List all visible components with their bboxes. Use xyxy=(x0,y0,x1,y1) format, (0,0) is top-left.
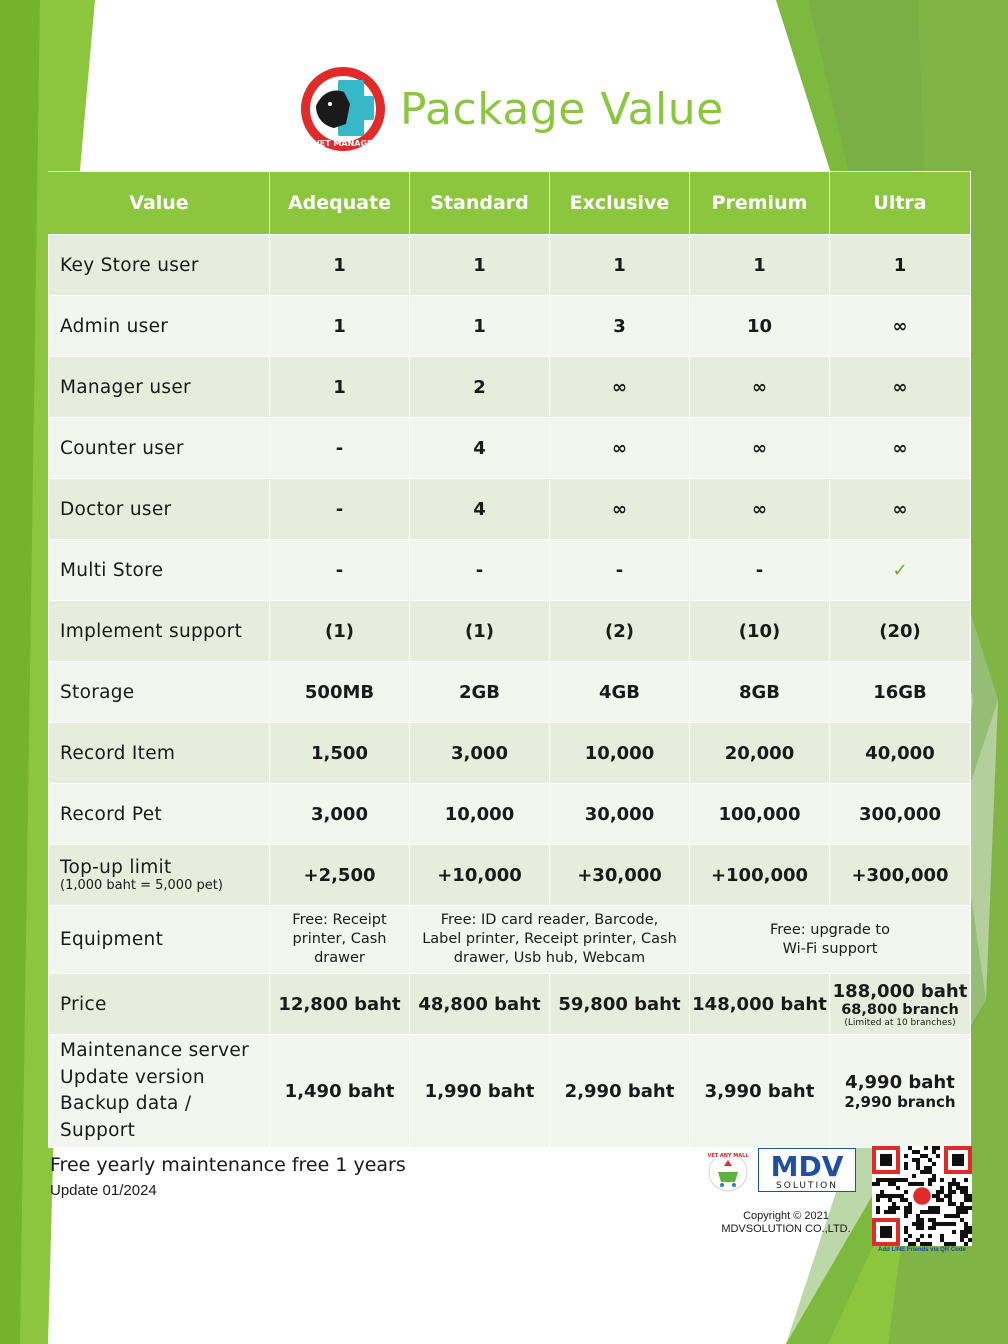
update-date: Update 01/2024 xyxy=(50,1182,157,1199)
package-table xyxy=(48,171,971,1148)
cell-premium: ∞ xyxy=(690,479,830,540)
footer-notes xyxy=(50,1154,406,1199)
cell-premium: ∞ xyxy=(690,418,830,479)
cell-premium: - xyxy=(690,540,830,601)
cell-standard: 3,000 xyxy=(410,723,550,784)
svg-text:SOLUTION: SOLUTION xyxy=(776,1181,838,1191)
cell-standard: 10,000 xyxy=(410,784,550,845)
page-header xyxy=(300,64,724,154)
cell-ultra: ∞ xyxy=(830,357,971,418)
svg-text:VET ANY MALL: VET ANY MALL xyxy=(707,1153,749,1159)
cell-ultra: (20) xyxy=(830,601,971,662)
row-label xyxy=(49,418,270,479)
cell-adequate: 1 xyxy=(270,357,410,418)
row-label xyxy=(49,540,270,601)
cell-exclusive: ∞ xyxy=(550,479,690,540)
row-label xyxy=(49,662,270,723)
cell-ultra: ✓ xyxy=(830,540,971,601)
row-label-text: Doctor user xyxy=(60,498,172,520)
maintenance-label-line: Update version xyxy=(60,1066,205,1088)
cell-premium: ∞ xyxy=(690,357,830,418)
row-label xyxy=(49,784,270,845)
table-row xyxy=(49,296,971,357)
brand-logos xyxy=(706,1148,866,1192)
cell-exclusive: ∞ xyxy=(550,418,690,479)
cell-ultra: 1 xyxy=(830,235,971,296)
cell-standard: 4 xyxy=(410,418,550,479)
row-label-text: Key Store user xyxy=(60,254,199,276)
cell-ultra: ∞ xyxy=(830,479,971,540)
column-header-exclusive: Exclusive xyxy=(550,172,690,235)
column-header-premium: Premium xyxy=(690,172,830,235)
row-label-text: Counter user xyxy=(60,437,184,459)
cell-ultra: 40,000 xyxy=(830,723,971,784)
table-row xyxy=(49,540,971,601)
row-label-text: Multi Store xyxy=(60,559,164,581)
row-label xyxy=(49,479,270,540)
qr-caption: Add LINE Friends via QR Code xyxy=(878,1247,966,1253)
cell-standard: 1,990 baht xyxy=(410,1035,550,1148)
copyright-line2: MDVSOLUTION CO.,LTD. xyxy=(721,1223,851,1235)
row-label xyxy=(49,235,270,296)
cell-standard: 48,800 baht xyxy=(410,974,550,1035)
row-label-text: Manager user xyxy=(60,376,191,398)
mdv-solution-logo xyxy=(758,1148,856,1192)
row-label xyxy=(49,296,270,357)
cell-ultra: ∞ xyxy=(830,296,971,357)
line-qr-code[interactable] xyxy=(872,1146,972,1253)
table-header-row xyxy=(49,172,971,235)
cell-adequate: (1) xyxy=(270,601,410,662)
cell-standard: 1 xyxy=(410,235,550,296)
table-row-price xyxy=(49,974,971,1035)
cell-adequate: 1,490 baht xyxy=(270,1035,410,1148)
cell-adequate: 1,500 xyxy=(270,723,410,784)
cell-ultra: 16GB xyxy=(830,662,971,723)
cell-standard: +10,000 xyxy=(410,845,550,906)
row-label-text: Record Item xyxy=(60,742,176,764)
cell-adequate: 12,800 baht xyxy=(270,974,410,1035)
cell-premium: 148,000 baht xyxy=(690,974,830,1035)
cell-premium: 3,990 baht xyxy=(690,1035,830,1148)
cell-exclusive: 59,800 baht xyxy=(550,974,690,1035)
cell-adequate: 500MB xyxy=(270,662,410,723)
row-sublabel: (1,000 baht = 5,000 pet) xyxy=(60,878,223,893)
cell-exclusive: 30,000 xyxy=(550,784,690,845)
row-label-text: Admin user xyxy=(60,315,169,337)
table-row xyxy=(49,662,971,723)
cell-standard: 2 xyxy=(410,357,550,418)
table-row-maintenance xyxy=(49,1035,971,1148)
cell-premium: +100,000 xyxy=(690,845,830,906)
row-label: Equipment xyxy=(49,906,270,974)
copyright xyxy=(706,1210,866,1236)
cell-premium: 100,000 xyxy=(690,784,830,845)
cell-premium: 1 xyxy=(690,235,830,296)
row-label xyxy=(49,601,270,662)
column-header-value: Value xyxy=(49,172,270,235)
table-row xyxy=(49,845,971,906)
maintenance-label-line: Maintenance server xyxy=(60,1040,249,1061)
cell-standard: - xyxy=(410,540,550,601)
row-label-text: Storage xyxy=(60,681,135,703)
brand-block xyxy=(706,1148,866,1236)
cell-standard: 1 xyxy=(410,296,550,357)
column-header-standard: Standard xyxy=(410,172,550,235)
row-label-text: Implement support xyxy=(60,620,243,642)
cell-ultra xyxy=(830,974,971,1035)
column-header-ultra: Ultra xyxy=(830,172,971,235)
cell-exclusive: ∞ xyxy=(550,357,690,418)
cell-exclusive: 2,990 baht xyxy=(550,1035,690,1148)
row-label xyxy=(49,845,270,906)
vet-any-mall-logo xyxy=(706,1148,750,1192)
vet-manage-logo xyxy=(300,66,386,152)
row-label: Price xyxy=(49,974,270,1035)
cell-adequate: - xyxy=(270,479,410,540)
cell-exclusive: 4GB xyxy=(550,662,690,723)
table-row xyxy=(49,235,971,296)
cell-exclusive: 3 xyxy=(550,296,690,357)
cell-exclusive: - xyxy=(550,540,690,601)
cell-standard: (1) xyxy=(410,601,550,662)
ultra-maintenance-main: 4,990 baht xyxy=(845,1071,955,1093)
cell-exclusive: 10,000 xyxy=(550,723,690,784)
cell-adequate: 1 xyxy=(270,235,410,296)
cell-ultra: ∞ xyxy=(830,418,971,479)
cell-adequate: 3,000 xyxy=(270,784,410,845)
cell-adequate: +2,500 xyxy=(270,845,410,906)
table-row xyxy=(49,479,971,540)
cell-premium: 20,000 xyxy=(690,723,830,784)
table-row xyxy=(49,601,971,662)
table-row xyxy=(49,784,971,845)
ultra-price-branch: 68,800 branch xyxy=(841,1001,959,1018)
cell-adequate: Free: Receipt printer, Cash drawer xyxy=(270,906,410,974)
row-label xyxy=(49,1035,270,1148)
svg-text:MDV: MDV xyxy=(770,1150,844,1183)
table-row xyxy=(49,418,971,479)
table-row xyxy=(49,357,971,418)
ultra-price-note: (Limited at 10 branches) xyxy=(844,1017,956,1028)
table-row xyxy=(49,723,971,784)
cell-adequate: - xyxy=(270,540,410,601)
row-label-text: Record Pet xyxy=(60,803,162,825)
cell-adequate: - xyxy=(270,418,410,479)
free-maintenance-note: Free yearly maintenance free 1 years xyxy=(50,1154,406,1176)
table-row-equipment xyxy=(49,906,971,974)
cell-standard: 2GB xyxy=(410,662,550,723)
qr-code-icon xyxy=(872,1146,972,1246)
row-label-text: Top-up limit xyxy=(60,857,172,878)
column-header-adequate: Adequate xyxy=(270,172,410,235)
cell-premium: (10) xyxy=(690,601,830,662)
cell-standard-exclusive: Free: ID card reader, Barcode, Label printer, Receipt printer, Cash drawer, Usb hub, Webcam xyxy=(410,906,690,974)
row-label xyxy=(49,357,270,418)
row-label xyxy=(49,723,270,784)
maintenance-label-line: Backup data / xyxy=(60,1093,192,1114)
page-title: Package Value xyxy=(400,83,724,135)
cell-exclusive: +30,000 xyxy=(550,845,690,906)
cell-ultra xyxy=(830,1035,971,1148)
cell-standard: 4 xyxy=(410,479,550,540)
cell-premium: 10 xyxy=(690,296,830,357)
ultra-price-main: 188,000 baht xyxy=(832,980,968,1002)
cell-exclusive: 1 xyxy=(550,235,690,296)
cell-ultra: +300,000 xyxy=(830,845,971,906)
cell-ultra: 300,000 xyxy=(830,784,971,845)
svg-text:VET MANAGE: VET MANAGE xyxy=(313,139,373,148)
cell-exclusive: (2) xyxy=(550,601,690,662)
ultra-maintenance-branch: 2,990 branch xyxy=(844,1092,956,1111)
maintenance-label-line: Support xyxy=(60,1119,136,1141)
copyright-line1: Copyright © 2021 xyxy=(743,1210,829,1222)
cell-premium-ultra: Free: upgrade to Wi-Fi support xyxy=(690,906,971,974)
cell-adequate: 1 xyxy=(270,296,410,357)
cell-premium: 8GB xyxy=(690,662,830,723)
